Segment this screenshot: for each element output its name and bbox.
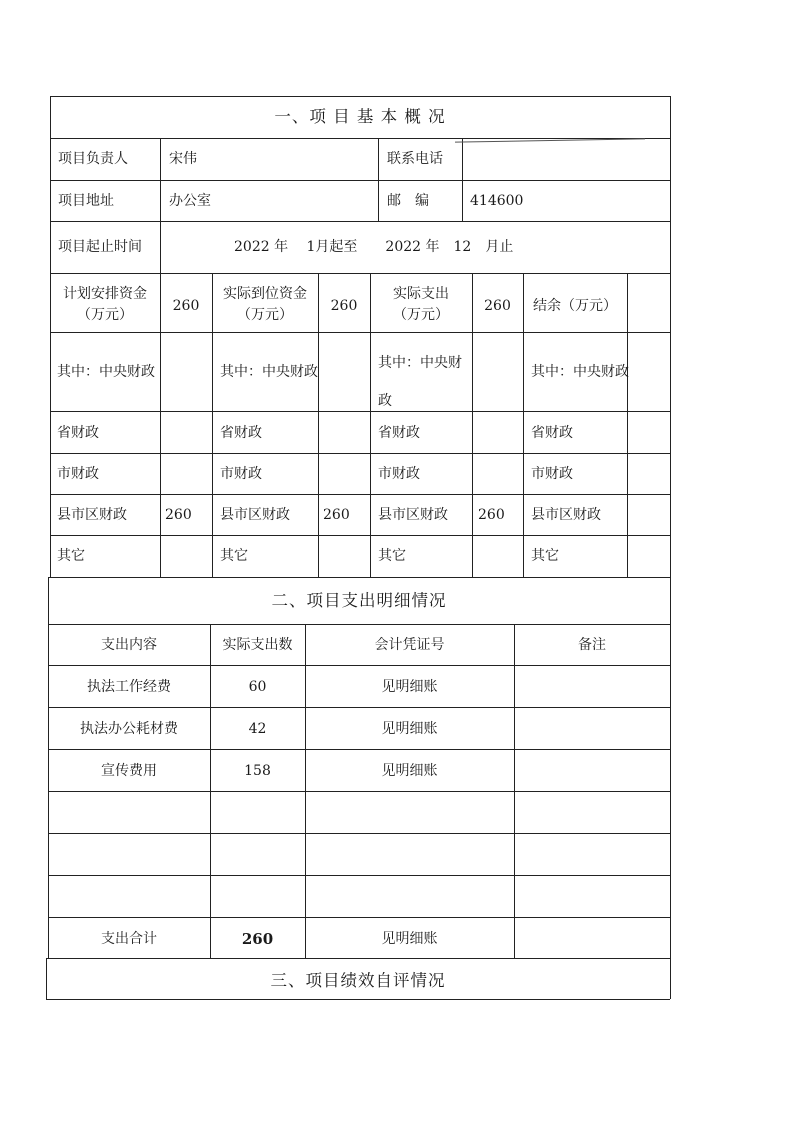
province-label-a: 省财政 [57,425,99,441]
other-label-d: 其它 [531,548,559,564]
rule [50,221,670,222]
central-label-c-line2: 政 [378,393,392,409]
rule [210,624,211,958]
rule [670,96,671,999]
rule [48,624,670,625]
rule [50,535,670,536]
rule [48,917,670,918]
planned-funds-value: 260 [172,298,200,314]
row-amount: 158 [244,763,271,779]
province-label-b: 省财政 [220,425,262,441]
rule [305,624,306,958]
row-item: 宣传费用 [101,763,157,779]
other-label-c: 其它 [378,548,406,564]
rule [50,332,670,333]
central-label-d: 其中：中央财政 [531,364,629,380]
rule [50,453,670,454]
total-amount: 260 [241,930,274,948]
rule [48,707,670,708]
planned-funds-line2: （万元） [77,307,133,323]
rule [50,494,670,495]
central-label-a: 其中：中央财政 [57,364,155,380]
rule [523,273,524,577]
other-label-b: 其它 [220,548,248,564]
city-label-b: 市财政 [220,466,262,482]
row-item: 执法办公耗材费 [80,721,178,737]
county-label-a: 县市区财政 [57,507,127,523]
province-label-d: 省财政 [531,425,573,441]
actual-funds-label [212,284,318,326]
row-amount: 42 [248,721,267,737]
period-value: 2022 年 1月起至 2022 年 12 月止 [234,239,514,255]
rule [160,138,161,273]
planned-funds-line1: 计划安排资金 [63,286,147,302]
col-header-item: 支出内容 [101,637,157,653]
other-label-a: 其它 [57,548,85,564]
col-header-voucher: 会计凭证号 [374,637,445,653]
actual-funds-value: 260 [330,298,358,314]
city-label-c: 市财政 [378,466,420,482]
county-value-c: 260 [478,507,505,523]
rule [50,180,670,181]
total-voucher: 见明细账 [381,931,438,947]
col-header-amount: 实际支出数 [222,637,293,653]
rule [48,833,670,834]
county-label-d: 县市区财政 [531,507,601,523]
county-value-b: 260 [323,507,350,523]
address-value: 办公室 [169,193,211,209]
balance-label: 结余（万元） [533,298,617,314]
rule [160,273,161,577]
row-voucher: 见明细账 [381,721,438,737]
actual-spend-label [370,284,472,326]
period-label: 项目起止时间 [58,239,142,255]
rule [48,749,670,750]
address-label: 项目地址 [58,193,114,209]
row-item: 执法工作经费 [87,679,171,695]
leader-value: 宋伟 [169,151,197,167]
rule [50,96,670,97]
central-label-c [378,344,462,420]
county-value-a: 260 [165,507,192,523]
rule [48,791,670,792]
rule [50,411,670,412]
phone-label: 联系电话 [387,151,443,167]
zip-value: 414600 [470,193,524,209]
zip-label: 邮 编 [387,193,429,209]
actual-spend-line1: 实际支出 [393,286,449,302]
rule [514,624,515,958]
rule [48,665,670,666]
planned-funds-label [50,284,160,326]
rule [378,138,379,221]
col-header-note: 备注 [578,637,606,653]
city-label-d: 市财政 [531,466,573,482]
actual-spend-value: 260 [484,298,511,314]
row-voucher: 见明细账 [381,763,438,779]
leader-label: 项目负责人 [58,151,128,167]
actual-funds-line1: 实际到位资金 [223,286,307,302]
row-amount: 60 [248,679,267,695]
rule [472,273,473,577]
rule [46,999,670,1000]
rule [627,273,628,577]
city-label-a: 市财政 [57,466,99,482]
actual-spend-line2: （万元） [393,307,449,323]
rule [50,273,670,274]
rule [48,875,670,876]
rule [50,96,51,577]
section-title-expenditure: 二、项目支出明细情况 [271,591,447,610]
total-label: 支出合计 [101,931,157,947]
row-voucher: 见明细账 [381,679,438,695]
rule [48,577,670,578]
section-title-performance: 三、项目绩效自评情况 [270,971,446,990]
province-label-c: 省财政 [378,425,420,441]
central-label-c-line1: 其中：中央财 [378,355,462,371]
actual-funds-line2: （万元） [237,307,293,323]
section-title-basic: 一、项 目 基 本 概 况 [274,107,446,126]
rule [46,958,670,959]
rule [462,138,463,221]
central-label-b: 其中：中央财政 [220,364,318,380]
county-label-b: 县市区财政 [220,507,290,523]
county-label-c: 县市区财政 [378,507,448,523]
rule [318,273,319,577]
